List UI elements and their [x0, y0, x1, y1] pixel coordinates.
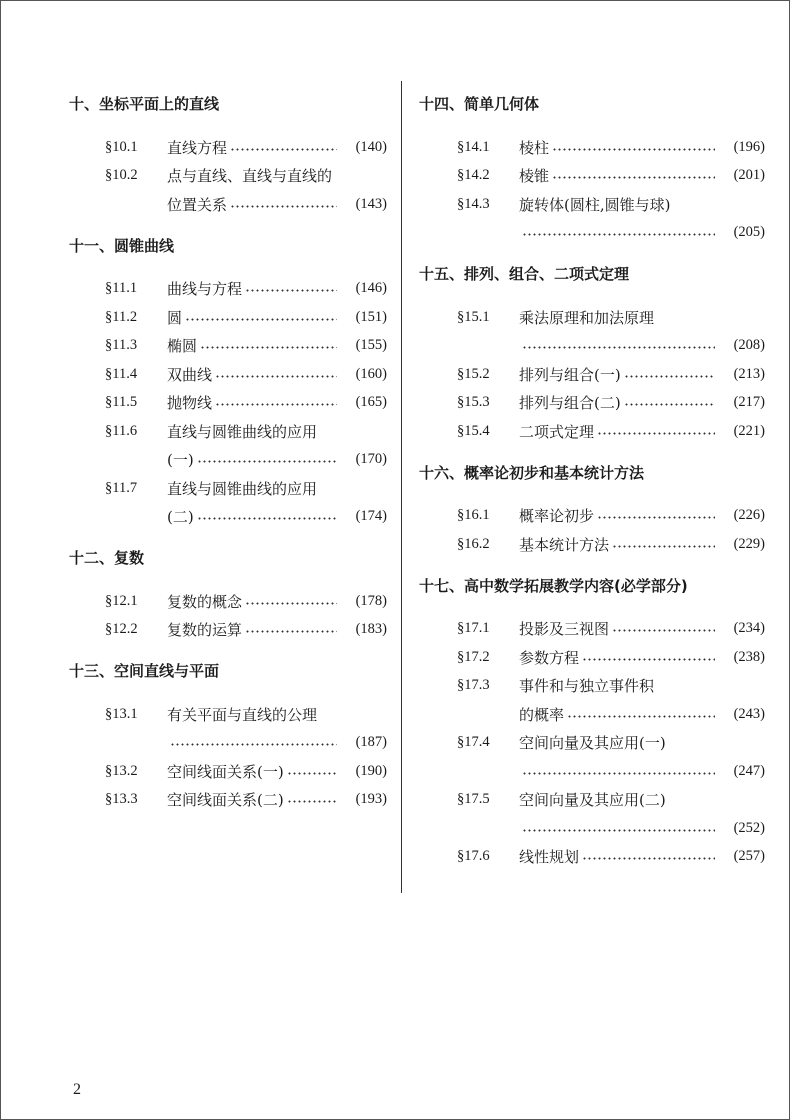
- section-number: §11.1: [105, 280, 138, 297]
- toc-entry-row[interactable]: [419, 417, 765, 446]
- chapter-title-spacer: [69, 686, 387, 700]
- toc-entry-row: [419, 786, 765, 815]
- page-ref: (243): [733, 705, 765, 722]
- chapter-spacer: [419, 559, 765, 571]
- section-number: §11.4: [105, 365, 138, 382]
- section-title: 空间线面关系(二): [167, 791, 284, 810]
- section-number: §17.5: [457, 791, 490, 808]
- section-number: §11.6: [105, 422, 138, 439]
- page-ref: (238): [733, 648, 765, 665]
- dot-leader: [582, 657, 715, 662]
- toc-entry-row[interactable]: [69, 389, 387, 418]
- dot-leader: [245, 601, 337, 606]
- page-ref: (190): [355, 762, 387, 779]
- section-title: 复数的概念: [167, 592, 243, 611]
- page-ref: (178): [355, 592, 387, 609]
- dot-leader: [185, 317, 337, 322]
- chapter-title-spacer: [419, 119, 765, 133]
- page-ref: (247): [733, 762, 765, 779]
- toc-right-column: [419, 89, 765, 871]
- section-number: §10.1: [105, 138, 138, 155]
- toc-entry-row[interactable]: [69, 757, 387, 786]
- chapter-title-spacer: [69, 261, 387, 275]
- toc-entry-row[interactable]: [69, 446, 387, 475]
- section-number: §10.2: [105, 167, 138, 184]
- chapter-title[interactable]: 十五、排列、组合、二项式定理: [419, 265, 630, 283]
- page-ref: (140): [355, 138, 387, 155]
- dot-leader: [287, 799, 337, 804]
- chapter-title[interactable]: 十六、概率论初步和基本统计方法: [419, 463, 645, 482]
- dot-leader: [624, 374, 715, 379]
- chapter-title-spacer: [419, 289, 765, 303]
- dot-leader: [245, 288, 337, 293]
- toc-entry-row[interactable]: [419, 133, 765, 162]
- toc-entry-row[interactable]: [419, 700, 765, 729]
- dot-leader: [522, 232, 715, 237]
- chapter-spacer: [69, 644, 387, 656]
- toc-entry-row[interactable]: [419, 502, 765, 531]
- section-title: 直线与圆锥曲线的应用: [167, 479, 318, 498]
- dot-leader: [170, 742, 337, 747]
- page-ref: (217): [733, 394, 765, 411]
- section-title: 的概率: [519, 705, 565, 724]
- toc-entry-row: [419, 672, 765, 701]
- page-ref: (252): [733, 819, 765, 836]
- section-title: (二): [167, 508, 194, 527]
- chapter-title[interactable]: 十七、高中数学拓展教学内容(必学部分): [419, 576, 688, 595]
- dot-leader: [612, 544, 715, 549]
- chapter-title[interactable]: 十、坐标平面上的直线: [69, 95, 220, 113]
- page-ref: (221): [733, 422, 765, 439]
- toc-entry-row[interactable]: [69, 786, 387, 815]
- chapter-title-spacer: [419, 488, 765, 502]
- toc-entry-row[interactable]: [419, 162, 765, 191]
- page-ref: (208): [733, 337, 765, 354]
- toc-entry-row[interactable]: [419, 332, 765, 361]
- section-title: 乘法原理和加法原理: [519, 308, 655, 327]
- page-ref: (146): [355, 280, 387, 297]
- section-title: (一): [167, 451, 194, 470]
- section-number: §15.3: [457, 394, 490, 411]
- section-number: §14.1: [457, 138, 490, 155]
- dot-leader: [597, 431, 715, 436]
- page-ref: (213): [733, 365, 765, 382]
- page-ref: (165): [355, 394, 387, 411]
- section-number: §14.3: [457, 195, 490, 212]
- section-number: §15.4: [457, 422, 490, 439]
- section-title: 投影及三视图: [519, 620, 610, 639]
- dot-leader: [582, 856, 715, 861]
- dot-leader: [597, 515, 715, 520]
- section-title: 点与直线、直线与直线的: [167, 167, 333, 186]
- section-number: §17.2: [457, 648, 490, 665]
- dot-leader: [287, 771, 337, 776]
- section-title: 线性规划: [519, 848, 580, 867]
- section-title: 圆: [167, 308, 183, 327]
- section-number: §12.2: [105, 621, 138, 638]
- dot-leader: [197, 516, 337, 521]
- dot-leader: [230, 147, 337, 152]
- toc-entry-row[interactable]: [419, 360, 765, 389]
- chapter-spacer: [69, 531, 387, 543]
- toc-entry-row[interactable]: [419, 757, 765, 786]
- dot-leader: [567, 714, 715, 719]
- dot-leader: [612, 628, 715, 633]
- toc-entry-row[interactable]: [69, 190, 387, 219]
- dot-leader: [200, 345, 337, 350]
- section-title: 位置关系: [167, 195, 228, 214]
- toc-entry-row[interactable]: [69, 275, 387, 304]
- dot-leader: [624, 402, 715, 407]
- section-title: 排列与组合(二): [519, 394, 621, 413]
- toc-entry-row: [69, 474, 387, 503]
- toc-entry-row[interactable]: [419, 643, 765, 672]
- page-number: 2: [73, 1081, 81, 1098]
- toc-entry-row: [419, 303, 765, 332]
- chapter-title[interactable]: 十二、复数: [69, 549, 145, 567]
- section-number: §13.3: [105, 791, 138, 808]
- toc-entry-row: [69, 700, 387, 729]
- toc-entry-row[interactable]: [69, 616, 387, 645]
- toc-entry-row[interactable]: [419, 530, 765, 559]
- section-number: §16.1: [457, 507, 490, 524]
- chapter-title-spacer: [69, 573, 387, 587]
- page-ref: (170): [355, 451, 387, 468]
- section-title: 参数方程: [519, 648, 580, 667]
- dot-leader: [197, 459, 337, 464]
- section-title: 二项式定理: [519, 422, 595, 441]
- page-ref: (234): [733, 620, 765, 637]
- toc-left-column: [69, 89, 387, 814]
- toc-entry-row[interactable]: [69, 332, 387, 361]
- dot-leader: [215, 374, 337, 379]
- toc-entry-row: [69, 162, 387, 191]
- section-number: §17.4: [457, 734, 490, 751]
- section-number: §17.6: [457, 848, 490, 865]
- section-number: §11.2: [105, 308, 138, 325]
- section-title: 空间向量及其应用(一): [519, 734, 666, 753]
- page-ref: (143): [355, 195, 387, 212]
- dot-leader: [522, 771, 715, 776]
- dot-leader: [522, 345, 715, 350]
- page-ref: (193): [355, 791, 387, 808]
- chapter-spacer: [69, 219, 387, 231]
- chapter-title[interactable]: 十三、空间直线与平面: [69, 662, 220, 680]
- dot-leader: [230, 204, 337, 209]
- chapter-spacer: [419, 247, 765, 259]
- page-ref: (155): [355, 337, 387, 354]
- section-title: 事件和与独立事件积: [519, 677, 655, 696]
- dot-leader: [245, 629, 337, 634]
- toc-entry-row[interactable]: [419, 219, 765, 248]
- toc-entry-row[interactable]: [419, 615, 765, 644]
- page-ref: (257): [733, 848, 765, 865]
- chapter-title-spacer: [69, 119, 387, 133]
- toc-entry-row[interactable]: [419, 814, 765, 843]
- section-title: 概率论初步: [519, 507, 595, 526]
- page-ref: (160): [355, 365, 387, 382]
- dot-leader: [215, 402, 337, 407]
- toc-entry-row[interactable]: [69, 360, 387, 389]
- toc-entry-row[interactable]: [69, 303, 387, 332]
- section-title: 曲线与方程: [167, 280, 243, 299]
- page-ref: (229): [733, 535, 765, 552]
- section-title: 双曲线: [167, 365, 213, 384]
- section-title: 空间向量及其应用(二): [519, 791, 666, 810]
- page-ref: (174): [355, 508, 387, 525]
- chapter-title[interactable]: 十一、圆锥曲线: [69, 236, 175, 255]
- toc-entry-row[interactable]: [419, 389, 765, 418]
- page-ref: (151): [355, 308, 387, 325]
- toc-entry-row[interactable]: [419, 843, 765, 872]
- section-title: 复数的运算: [167, 621, 243, 640]
- section-number: §11.5: [105, 394, 138, 411]
- section-number: §14.2: [457, 167, 490, 184]
- section-title: 有关平面与直线的公理: [167, 705, 318, 724]
- section-number: §11.3: [105, 337, 138, 354]
- page-ref: (201): [733, 167, 765, 184]
- section-title: 棱锥: [519, 167, 550, 186]
- section-number: §13.1: [105, 705, 138, 722]
- toc-entry-row[interactable]: [69, 503, 387, 532]
- section-title: 直线方程: [167, 138, 228, 157]
- toc-entry-row: [69, 417, 387, 446]
- section-number: §13.2: [105, 762, 138, 779]
- dot-leader: [552, 147, 715, 152]
- page-ref: (183): [355, 621, 387, 638]
- section-number: §11.7: [105, 479, 138, 496]
- section-number: §17.1: [457, 620, 490, 637]
- toc-entry-row[interactable]: [69, 587, 387, 616]
- section-title: 抛物线: [167, 394, 213, 413]
- column-divider: [401, 81, 402, 893]
- dot-leader: [522, 828, 715, 833]
- section-title: 椭圆: [167, 337, 198, 356]
- section-number: §17.3: [457, 677, 490, 694]
- dot-leader: [552, 175, 715, 180]
- section-title: 棱柱: [519, 138, 550, 157]
- toc-entry-row[interactable]: [69, 133, 387, 162]
- chapter-title[interactable]: 十四、简单几何体: [419, 95, 540, 113]
- page-ref: (205): [733, 224, 765, 241]
- section-title: 排列与组合(一): [519, 365, 621, 384]
- section-title: 直线与圆锥曲线的应用: [167, 422, 318, 441]
- toc-entry-row: [419, 729, 765, 758]
- section-title: 空间线面关系(一): [167, 762, 284, 781]
- section-number: §16.2: [457, 535, 490, 552]
- section-number: §15.2: [457, 365, 490, 382]
- section-title: 旋转体(圆柱,圆锥与球): [519, 195, 671, 214]
- section-title: 基本统计方法: [519, 535, 610, 554]
- page-ref: (226): [733, 507, 765, 524]
- page-ref: (196): [733, 138, 765, 155]
- section-number: §15.1: [457, 308, 490, 325]
- toc-entry-row: [419, 190, 765, 219]
- section-number: §12.1: [105, 592, 138, 609]
- chapter-title-spacer: [419, 601, 765, 615]
- toc-entry-row[interactable]: [69, 729, 387, 758]
- page-ref: (187): [355, 734, 387, 751]
- chapter-spacer: [419, 446, 765, 458]
